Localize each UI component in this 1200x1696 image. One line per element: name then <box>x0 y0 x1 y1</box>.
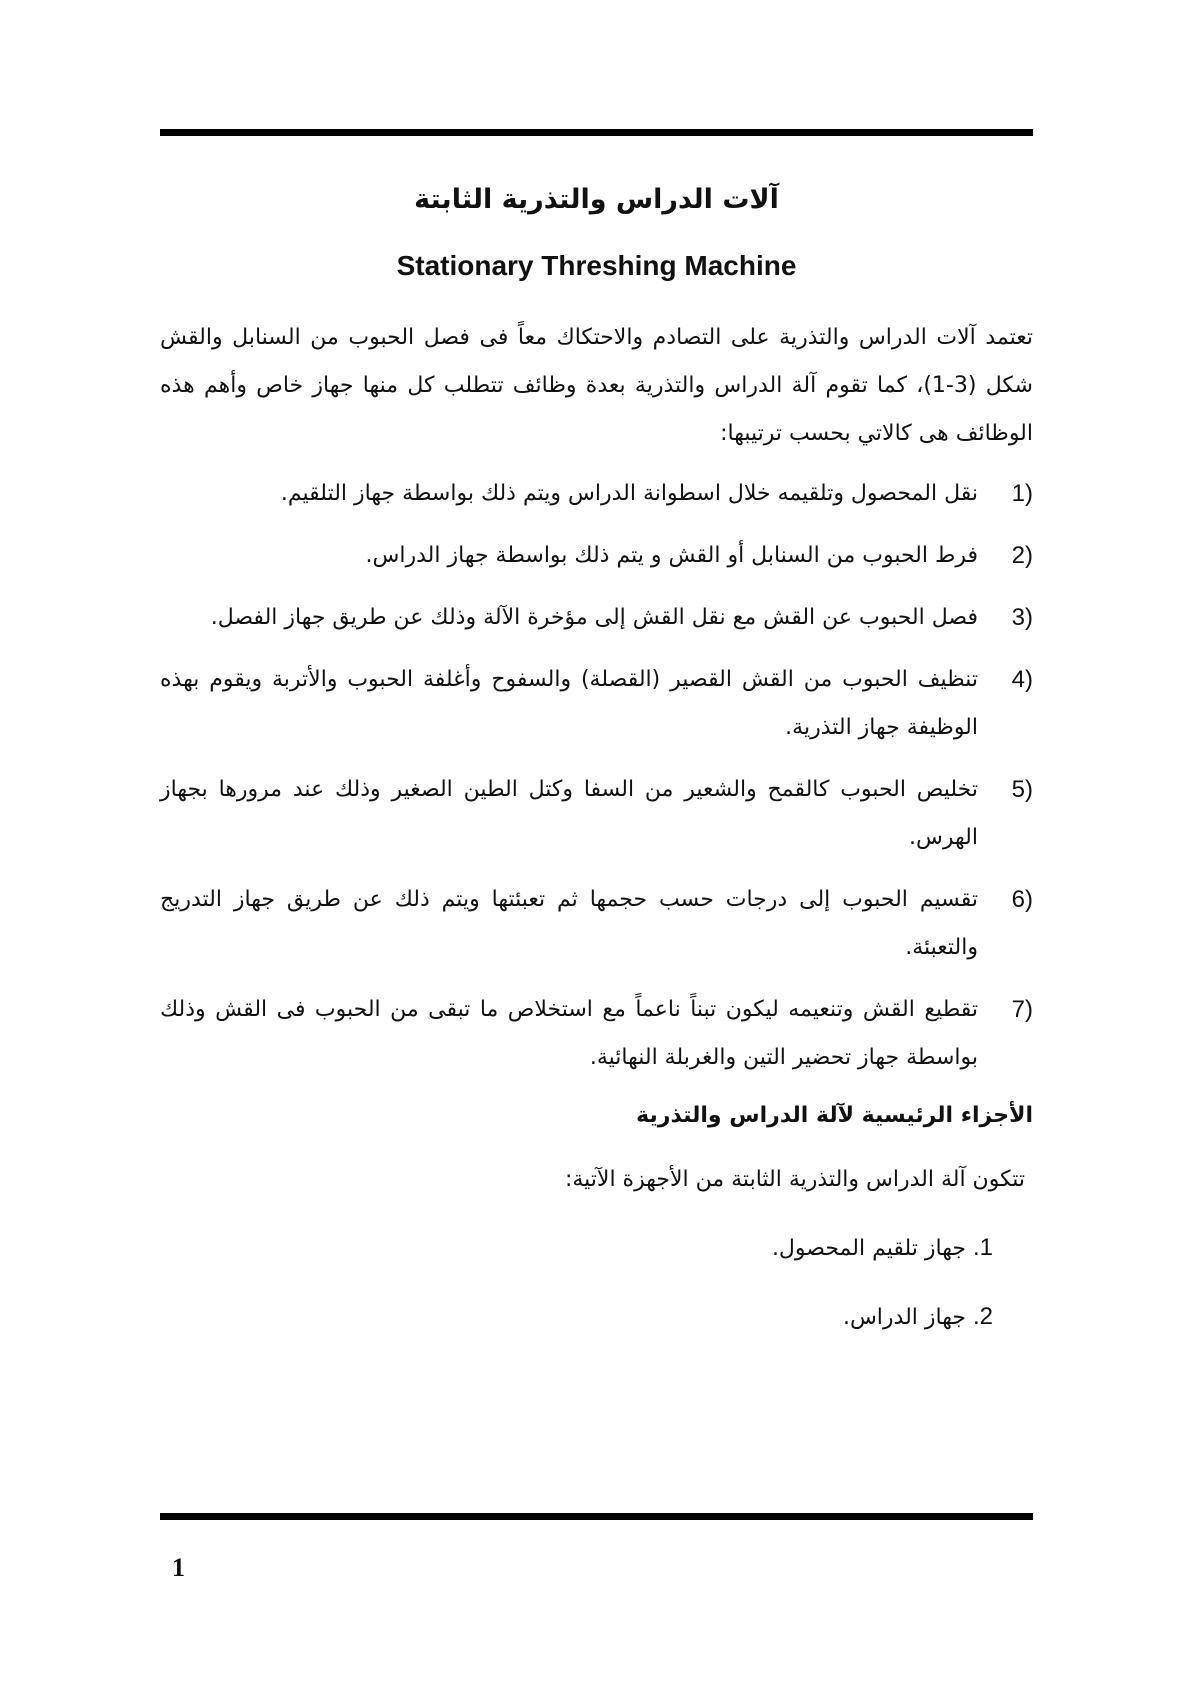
document-body <box>160 314 1033 1362</box>
list-item <box>160 470 1033 518</box>
list-item-text: تنظيف الحبوب من القش القصير (القصلة) والسفوح وأغلفة الحبوب والأتربة ويقوم بهذه الوظيفة جهاز التذرية. <box>160 667 978 740</box>
list-item-text: نقل المحصول وتلقيمه خلال اسطوانة الدراس ويتم ذلك بواسطة جهاز التلقيم. <box>280 481 978 506</box>
list-item-number: 4) <box>1011 666 1033 693</box>
parts-list <box>160 1224 1033 1342</box>
list-item <box>160 594 1033 642</box>
top-rule <box>160 129 1033 136</box>
list-item-text: جهاز تلقيم المحصول. <box>771 1236 966 1261</box>
page-title-arabic: آلات الدراس والتذرية الثابتة <box>414 184 779 215</box>
list-item-number: 1. <box>972 1234 993 1261</box>
list-item-text: تقسيم الحبوب إلى درجات حسب حجمها ثم تعبئتها ويتم ذلك عن طريق جهاز التدريج والتعبئة. <box>160 887 978 960</box>
list-item-text: فصل الحبوب عن القش مع نقل القش إلى مؤخرة الآلة وذلك عن طريق جهاز الفصل. <box>210 605 978 630</box>
list-item-text: جهاز الدراس. <box>842 1305 966 1330</box>
list-item-text: تقطيع القش وتنعيمه ليكون تبناً ناعماً مع استخلاص ما تبقى من الحبوب فى القش وذلك بواسطة جهاز تحضير التين والغربلة النهائية. <box>160 997 978 1070</box>
section-intro: تتكون آلة الدراس والتذرية الثابتة من الأجهزة الآتية: <box>564 1167 1025 1192</box>
list-item <box>160 876 1033 972</box>
functions-list <box>160 470 1033 1082</box>
list-item <box>160 986 1033 1082</box>
list-item <box>160 1224 993 1273</box>
page-title-english: Stationary Threshing Machine <box>396 250 797 281</box>
list-item-text: فرط الحبوب من السنابل أو القش و يتم ذلك بواسطة جهاز الدراس. <box>365 543 978 568</box>
list-item-text: تخليص الحبوب كالقمح والشعير من السفا وكتل الطين الصغير وذلك عند مرورها بجهاز الهرس. <box>160 777 978 850</box>
list-item-number: 7) <box>1011 996 1033 1023</box>
page-number: 1 <box>172 1553 185 1582</box>
list-item-number: 1) <box>1011 480 1033 507</box>
list-item-number: 5) <box>1011 776 1033 803</box>
list-item <box>160 656 1033 752</box>
list-item-number: 2) <box>1011 542 1033 569</box>
list-item-number: 6) <box>1011 886 1033 913</box>
list-item <box>160 1293 993 1342</box>
list-item-number: 3) <box>1011 604 1033 631</box>
section-heading: الأجزاء الرئيسية لآلة الدراس والتذرية <box>636 1103 1033 1128</box>
intro-paragraph: تعتمد آلات الدراس والتذرية على التصادم والاحتكاك معاً فى فصل الحبوب من السنابل والقش شكل (3-1)، كما تقوم آلة الدراس والتذرية بعدة وظائف تتطلب كل منها جهاز خاص وأهم هذه الوظائف هى كالاتي بحسب ترتيبها: <box>160 325 1033 446</box>
list-item <box>160 532 1033 580</box>
list-item <box>160 766 1033 862</box>
bottom-rule <box>160 1513 1033 1520</box>
list-item-number: 2. <box>972 1303 993 1330</box>
